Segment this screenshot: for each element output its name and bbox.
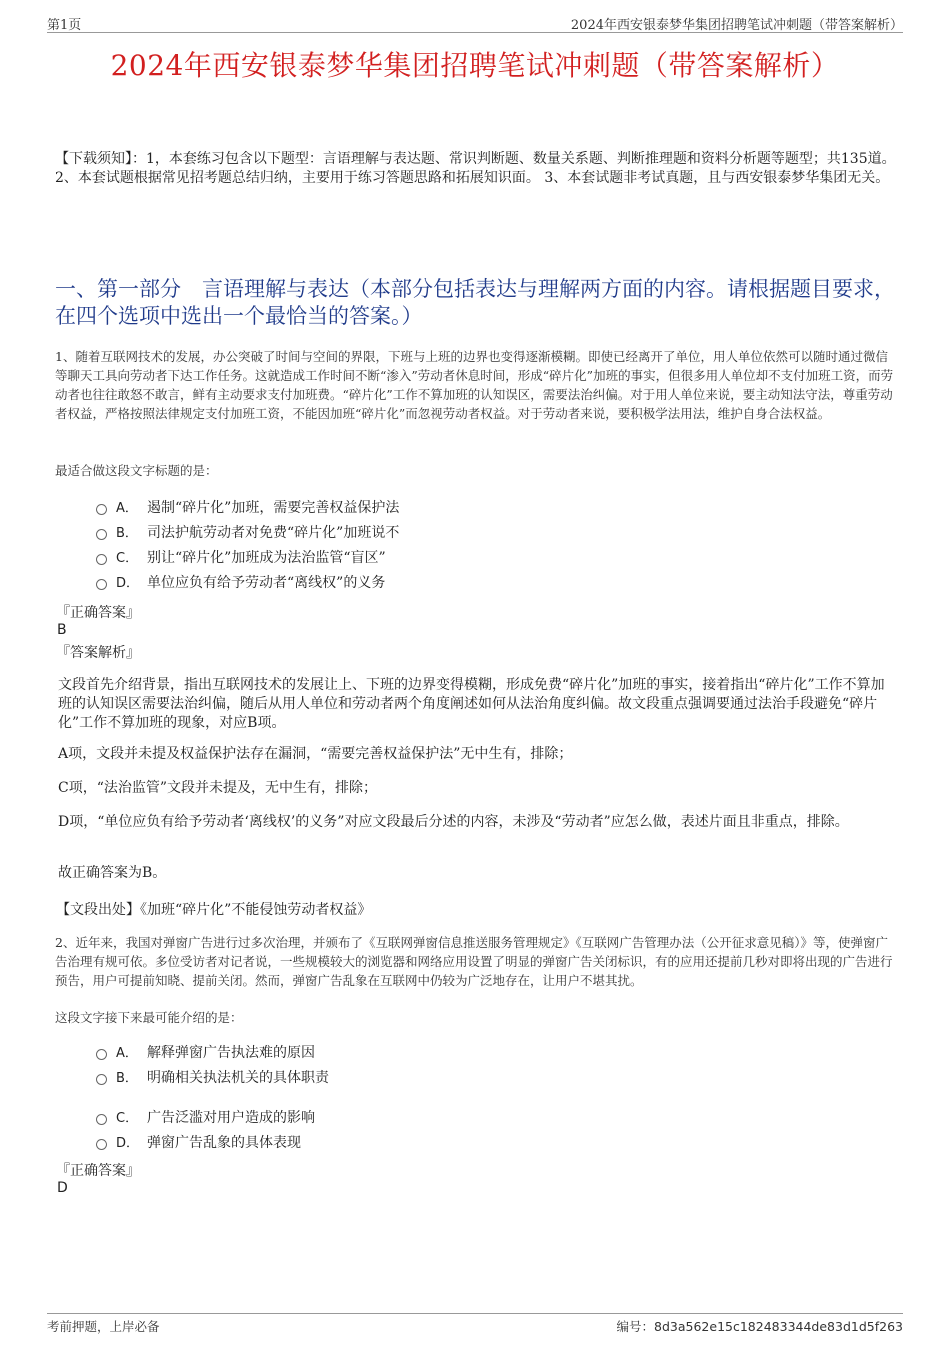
analysis-paragraph: D项，“单位应负有给予劳动者‘离线权’的义务”对应文段最后分述的内容，未涉及“劳动者”应怎么做，表述片面且非重点，排除。 [58, 814, 849, 830]
analysis-paragraph: A项，文段并未提及权益保护法存在漏洞，“需要完善权益保护法”无中生有，排除； [58, 746, 573, 762]
page-number: 第1页 [47, 18, 82, 33]
radio-icon[interactable] [96, 1114, 107, 1125]
code-value: 8d3a562e15c182483344de83d1d5f263 [654, 1319, 903, 1334]
document-code [617, 1317, 903, 1335]
header-doc-title: 2024年西安银泰梦华集团招聘笔试冲刺题（带答案解析） [570, 18, 903, 33]
option-letter: A． [116, 501, 138, 516]
download-notice: 【下载须知】：1，本套练习包含以下题型：言语理解与表达题、常识判断题、数量关系题、判断推理题和资料分析题等题型；共135道。 2、本套试题根据常见招考题总结归纳，主要用于练习答题思路和拓展知识面。 3、本套试题非考试真题，且与西安银泰梦华集团无关。 [55, 151, 896, 186]
question-2-text: 2、近年来，我国对弹窗广告进行过多次治理，并颁布了《互联网弹窗信息推送服务管理规定》《互联网广告管理办法（公开征求意见稿）》等，使弹窗广告治理有规可依。多位受访者对记者说，一些规模较大的浏览器和网络应用设置了明显的弹窗广告关闭标识，有的应用还提前几秒对即将出现的广告进行预告，用户可提前知晓、提前关闭。然而，弹窗广告乱象在互联网中仍较为广泛地存在，让用户不堪其扰。 [55, 935, 893, 988]
radio-icon[interactable] [96, 554, 107, 565]
code-label: 编号： [616, 1319, 655, 1334]
option-a[interactable] [96, 494, 876, 519]
analysis-label: 『答案解析』 [56, 645, 140, 661]
option-letter: B． [116, 526, 138, 541]
option-text: 别让“碎片化”加班成为法治监管“盲区” [147, 549, 386, 566]
option-c[interactable] [96, 544, 876, 569]
radio-icon[interactable] [96, 579, 107, 590]
radio-icon[interactable] [96, 1139, 107, 1150]
page-header [47, 12, 903, 33]
correct-answer-label: 『正确答案』 [56, 605, 140, 621]
question-1-text: 1、随着互联网技术的发展，办公突破了时间与空间的界限，下班与上班的边界也变得逐渐模糊。即使已经离开了单位，用人单位依然可以随时通过微信等聊天工具向劳动者下达工作任务。这就造成工作时间不断“渗入”劳动者休息时间，形成“碎片化”加班的事实，但很多用人单位却不支付加班工资，而劳动者也往往敢怒不敢言，鲜有主动要求支付加班费。“碎片化”工作不算加班的认知误区，需要法治纠偏。对于用人单位来说，要主动知法守法，尊重劳动者权益，严格按照法律规定支付加班工资，不能因加班“碎片化”而忽视劳动者权益。对于劳动者来说，要积极学法用法，维护自身合法权益。 [55, 349, 894, 421]
analysis-paragraph: C项，“法治监管”文段并未提及，无中生有，排除； [58, 780, 378, 796]
option-text: 弹窗广告乱象的具体表现 [147, 1134, 301, 1151]
question-2-prompt: 这段文字接下来最可能介绍的是： [55, 1010, 243, 1025]
radio-icon[interactable] [96, 1074, 107, 1085]
radio-icon[interactable] [96, 504, 107, 515]
source-citation: 【文段出处】《加班“碎片化”不能侵蚀劳动者权益》 [56, 902, 372, 918]
question-2-options [96, 1039, 876, 1154]
option-letter: C． [116, 551, 139, 566]
option-d[interactable] [96, 569, 876, 594]
option-letter: A． [116, 1046, 138, 1061]
option-a[interactable] [96, 1039, 876, 1064]
option-text: 解释弹窗广告执法难的原因 [147, 1044, 315, 1061]
correct-answer-label: 『正确答案』 [56, 1163, 140, 1179]
page-footer [47, 1313, 903, 1334]
radio-icon[interactable] [96, 529, 107, 540]
option-letter: D． [116, 1136, 140, 1151]
option-letter: C． [116, 1111, 139, 1126]
analysis-paragraph: 文段首先介绍背景，指出互联网技术的发展让上、下班的边界变得模糊，形成免费“碎片化”加班的事实，接着指出“碎片化”工作不算加班的认知误区需要法治纠偏，随后从用人单位和劳动者两个角度阐述如何从法治角度纠偏。故文段重点强调要通过法治手段避免“碎片化”工作不算加班的现象，对应B项。 [58, 677, 885, 731]
correct-answer: D [57, 1180, 68, 1196]
footer-slogan: 考前押题，上岸必备 [47, 1319, 160, 1334]
option-text: 广告泛滥对用户造成的影响 [147, 1109, 315, 1126]
radio-icon[interactable] [96, 1049, 107, 1060]
option-text: 司法护航劳动者对免费“碎片化”加班说不 [147, 524, 400, 541]
question-1-prompt: 最适合做这段文字标题的是： [55, 463, 218, 478]
option-c[interactable] [96, 1104, 876, 1129]
correct-answer: B [57, 622, 67, 638]
option-text: 明确相关执法机关的具体职责 [147, 1069, 329, 1086]
option-letter: D． [116, 576, 140, 591]
question-1-options [96, 494, 876, 594]
document-title: 2024年西安银泰梦华集团招聘笔试冲刺题（带答案解析） [110, 49, 840, 82]
section-title: 一、第一部分 言语理解与表达（本部分包括表达与理解两方面的内容。请根据题目要求，在四个选项中选出一个最恰当的答案。） [55, 277, 895, 328]
option-b[interactable] [96, 1064, 876, 1089]
option-text: 单位应负有给予劳动者“离线权”的义务 [147, 574, 386, 591]
analysis-conclusion: 故正确答案为B。 [58, 865, 167, 881]
option-text: 遏制“碎片化”加班，需要完善权益保护法 [147, 499, 400, 516]
option-b[interactable] [96, 519, 876, 544]
option-letter: B． [116, 1071, 138, 1086]
option-d[interactable] [96, 1129, 876, 1154]
